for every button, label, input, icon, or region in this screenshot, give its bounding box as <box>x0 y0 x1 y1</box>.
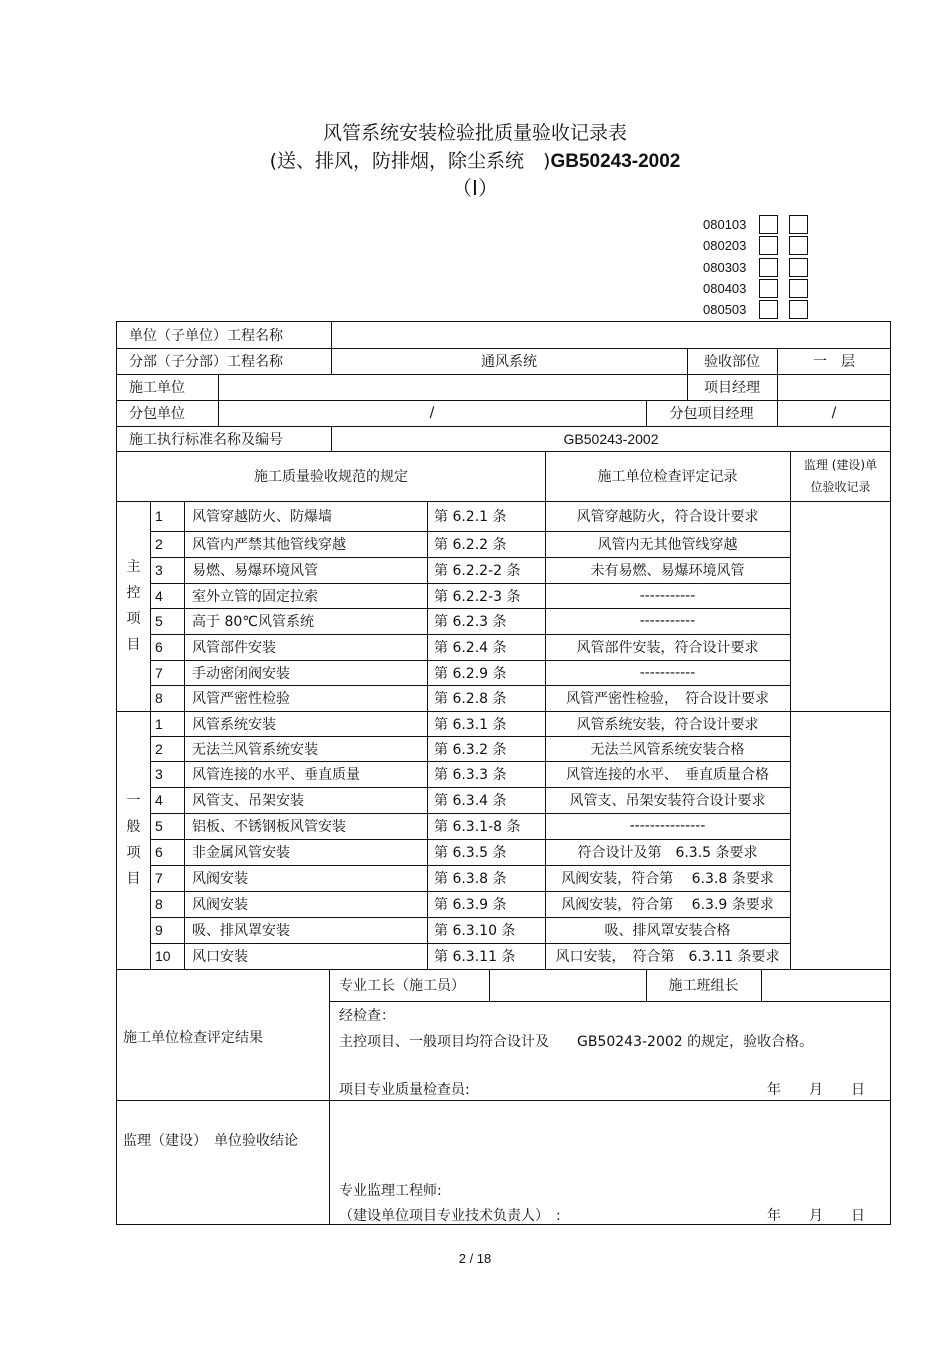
unit-value[interactable] <box>331 322 891 348</box>
main-item-item-check-record[interactable]: 未有易燃、易爆环境风管 <box>590 563 745 579</box>
construction-result-label: 施工单位检查评定结果 <box>123 1030 263 1046</box>
general-item-item-number: 4 <box>155 792 163 808</box>
general-item-item-check-record[interactable]: 风阀安装，符合第 6.3.9 条要求 <box>561 897 774 913</box>
general-item-item-clause: 第 6.3.8 条 <box>434 871 507 887</box>
foreman-label: 专业工长（施工员） <box>339 978 465 994</box>
section-code: 080103 <box>703 217 747 233</box>
section-code: 080403 <box>703 281 747 297</box>
code-checkbox[interactable] <box>789 236 808 255</box>
general-item-item-check-record[interactable]: 风管系统安装，符合设计要求 <box>576 716 759 733</box>
subtitle-systems: (送、排风，防排烟，除尘系统 ) <box>269 150 551 172</box>
general-item-item-number: 2 <box>155 740 163 757</box>
subtitle-standard-code: GB50243-2002 <box>550 151 681 172</box>
supervision-engineer-label: 专业监理工程师: <box>339 1183 442 1199</box>
code-checkbox[interactable] <box>789 258 808 277</box>
sub-project-manager-label: 分包项目经理 <box>669 406 754 422</box>
result-date: 年 月 日 <box>767 1082 865 1098</box>
code-row <box>703 299 819 320</box>
supervision-date: 年 月 日 <box>767 1208 865 1224</box>
main-item-item-check-record[interactable]: 风管部件安装，符合设计要求 <box>576 640 759 656</box>
general-item-item-check-record[interactable]: 无法兰风管系统安装合格 <box>590 741 745 758</box>
project-manager-value[interactable] <box>777 374 891 400</box>
general-item-item-name: 风管连接的水平、垂直质量 <box>192 767 360 783</box>
main-item-item-name: 风管穿越防火、防爆墙 <box>192 509 332 525</box>
general-item-item-clause: 第 6.3.5 条 <box>434 845 507 861</box>
main-item-item-clause: 第 6.2.8 条 <box>434 691 507 707</box>
general-item-item-clause: 第 6.3.2 条 <box>434 741 507 758</box>
main-item-item-name: 易燃、易爆环境风管 <box>192 563 318 579</box>
general-item-item-number: 1 <box>155 715 163 732</box>
form-part-number: （Ⅰ） <box>452 176 498 200</box>
code-row <box>703 214 819 235</box>
general-item-item-number: 6 <box>155 844 163 860</box>
project-manager-label: 项目经理 <box>704 380 760 396</box>
acceptance-part-value[interactable]: 一 层 <box>813 354 855 370</box>
general-item-item-check-record[interactable]: 风阀安装，符合第 6.3.8 条要求 <box>561 871 774 887</box>
page-number: 2 / 18 <box>458 1251 492 1266</box>
subcontractor-value[interactable]: / <box>429 405 435 421</box>
general-item-item-number: 5 <box>155 818 163 834</box>
subcontractor-label: 分包单位 <box>129 406 185 422</box>
quality-inspector-label: 项目专业质量检查员: <box>339 1082 470 1098</box>
code-checkbox-list <box>703 214 819 320</box>
standard-value: GB50243-2002 <box>563 430 659 447</box>
general-item-item-clause: 第 6.3.4 条 <box>434 793 507 809</box>
general-item-item-check-record[interactable]: 风口安装， 符合第 6.3.11 条要求 <box>555 949 780 965</box>
general-item-item-clause: 第 6.3.1-8 条 <box>434 819 521 835</box>
supervision-header-line2: 位验收记录 <box>810 480 871 494</box>
general-item-item-clause: 第 6.3.10 条 <box>434 923 516 939</box>
section-code: 080303 <box>703 259 747 275</box>
main-items-group-label <box>117 501 150 711</box>
foreman-value[interactable] <box>489 969 646 1001</box>
code-row <box>703 235 819 256</box>
main-item-item-clause: 第 6.2.2 条 <box>434 537 507 553</box>
contractor-value[interactable] <box>218 374 687 400</box>
supervision-conclusion-label: 监理（建设） 单位验收结论 <box>123 1133 298 1149</box>
general-items-group-label <box>117 711 150 969</box>
main-item-item-clause: 第 6.2.2-2 条 <box>434 563 521 579</box>
main-item-item-number: 3 <box>155 562 163 578</box>
main-item-item-number: 1 <box>155 508 163 524</box>
general-item-item-name: 吸、排风罩安装 <box>192 923 290 939</box>
code-checkbox[interactable] <box>789 300 808 319</box>
code-checkbox[interactable] <box>759 236 778 255</box>
group-label-char: 一 <box>126 793 141 809</box>
general-item-item-number: 3 <box>155 766 163 782</box>
main-item-item-number: 7 <box>155 664 163 681</box>
main-item-item-check-record[interactable]: 风管严密性检验， 符合设计要求 <box>566 691 769 707</box>
main-item-item-name: 风管内严禁其他管线穿越 <box>192 537 346 553</box>
main-item-item-name: 风管部件安装 <box>192 640 276 656</box>
general-item-item-clause: 第 6.3.11 条 <box>434 949 516 965</box>
code-checkbox[interactable] <box>759 279 778 298</box>
form-title: 风管系统安装检验批质量验收记录表 <box>322 122 627 144</box>
code-row <box>703 278 819 299</box>
form-subtitle <box>0 146 950 173</box>
main-item-item-name: 高于 80℃风管系统 <box>192 614 314 630</box>
main-item-item-check-record[interactable]: ----------- <box>639 613 696 629</box>
general-item-item-name: 风口安装 <box>192 949 248 965</box>
group-label-char: 目 <box>126 637 141 653</box>
code-checkbox[interactable] <box>759 258 778 277</box>
acceptance-part-label: 验收部位 <box>704 354 760 370</box>
main-item-item-check-record[interactable]: ----------- <box>639 664 696 681</box>
main-item-item-check-record[interactable]: 风管穿越防火，符合设计要求 <box>576 509 759 525</box>
general-item-item-check-record[interactable]: 吸、排风罩安装合格 <box>604 923 731 939</box>
main-item-item-number: 6 <box>155 639 163 655</box>
general-item-item-number: 8 <box>155 896 163 912</box>
main-item-item-check-record[interactable]: 风管内无其他管线穿越 <box>597 537 738 553</box>
main-item-item-number: 2 <box>155 536 163 552</box>
general-item-item-clause: 第 6.3.9 条 <box>434 897 507 913</box>
inspection-table <box>116 321 891 1225</box>
main-item-item-clause: 第 6.2.2-3 条 <box>434 588 521 605</box>
main-item-item-name: 室外立管的固定拉索 <box>192 588 318 605</box>
division-value[interactable]: 通风系统 <box>481 354 537 370</box>
general-item-item-name: 无法兰风管系统安装 <box>192 741 318 758</box>
standard-label: 施工执行标准名称及编号 <box>129 431 283 448</box>
general-item-item-name: 风阀安装 <box>192 871 248 887</box>
general-item-item-number: 9 <box>155 922 163 938</box>
general-item-item-name: 非金属风管安装 <box>192 845 290 861</box>
main-item-item-number: 4 <box>155 587 163 604</box>
code-row <box>703 257 819 278</box>
general-item-item-number: 7 <box>155 870 163 886</box>
general-item-item-check-record[interactable]: --------------- <box>629 818 706 834</box>
owner-tech-lead-label: （建设单位项目专业技术负责人） : <box>339 1208 561 1224</box>
group-label-char: 目 <box>126 871 141 887</box>
division-label: 分部（子分部）工程名称 <box>129 354 283 370</box>
main-item-item-name: 风管严密性检验 <box>192 691 290 707</box>
general-item-item-clause: 第 6.3.1 条 <box>434 716 507 733</box>
main-item-item-clause: 第 6.2.4 条 <box>434 640 507 656</box>
result-conclusion: 主控项目、一般项目均符合设计及 GB50243-2002 的规定，验收合格。 <box>339 1034 814 1050</box>
team-leader-value[interactable] <box>761 969 891 1001</box>
general-item-item-check-record[interactable]: 风管连接的水平、 垂直质量合格 <box>566 767 769 783</box>
general-item-item-check-record[interactable]: 风管支、吊架安装符合设计要求 <box>569 793 766 809</box>
main-item-item-number: 8 <box>155 690 163 706</box>
code-checkbox[interactable] <box>789 279 808 298</box>
general-item-item-name: 铝板、不锈钢板风管安装 <box>192 819 346 835</box>
section-code: 080503 <box>703 302 747 318</box>
general-item-item-number: 10 <box>155 948 171 964</box>
unit-label: 单位（子单位）工程名称 <box>129 328 283 344</box>
section-code: 080203 <box>703 238 747 254</box>
code-checkbox[interactable] <box>789 215 808 234</box>
main-item-item-name: 手动密闭阀安装 <box>192 665 290 682</box>
supervision-header-line1: 监理 (建设)单 <box>803 458 878 472</box>
main-item-item-check-record[interactable]: ----------- <box>639 587 696 604</box>
sub-project-manager-value[interactable]: / <box>831 405 837 421</box>
spec-column-header: 施工质量验收规范的规定 <box>254 469 408 485</box>
general-item-item-check-record[interactable]: 符合设计及第 6.3.5 条要求 <box>577 845 758 861</box>
group-label-char: 项 <box>126 611 141 627</box>
code-checkbox[interactable] <box>759 215 778 234</box>
checked-label: 经检查： <box>339 1008 395 1024</box>
contractor-label: 施工单位 <box>129 380 185 396</box>
team-leader-label: 施工班组长 <box>668 978 739 994</box>
code-checkbox[interactable] <box>759 300 778 319</box>
group-label-char: 项 <box>126 845 141 861</box>
main-item-item-clause: 第 6.2.9 条 <box>434 665 507 682</box>
general-item-item-name: 风管系统安装 <box>192 716 276 733</box>
general-item-item-name: 风管支、吊架安装 <box>192 793 304 809</box>
supervision-column-header <box>790 451 891 501</box>
general-item-item-clause: 第 6.3.3 条 <box>434 767 507 783</box>
main-item-item-clause: 第 6.2.3 条 <box>434 614 507 630</box>
group-label-char: 主 <box>126 559 141 575</box>
group-label-char: 般 <box>126 819 141 835</box>
general-item-item-name: 风阀安装 <box>192 897 248 913</box>
main-item-item-clause: 第 6.2.1 条 <box>434 509 507 525</box>
main-item-item-number: 5 <box>155 613 163 629</box>
group-label-char: 控 <box>126 585 141 601</box>
check-column-header: 施工单位检查评定记录 <box>597 469 738 485</box>
